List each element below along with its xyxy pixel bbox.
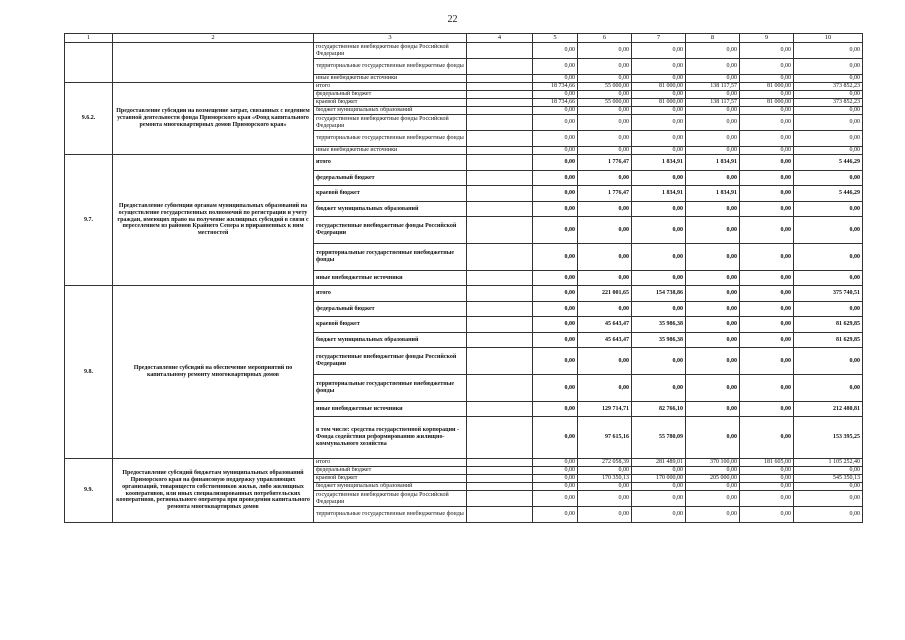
value-cell: 81 000,00 [740, 99, 794, 107]
table-body [65, 43, 863, 523]
table-row [65, 286, 863, 302]
value-cell: 0,00 [632, 147, 686, 155]
value-cell: 0,00 [794, 202, 863, 217]
source-cell: бюджет муниципальных образований [314, 202, 467, 217]
value-cell: 0,00 [632, 348, 686, 375]
value-cell: 0,00 [632, 244, 686, 271]
value-cell: 373 852,23 [794, 99, 863, 107]
value-cell: 281 489,01 [632, 459, 686, 467]
empty-cell [467, 202, 533, 217]
value-cell: 1 834,91 [632, 155, 686, 171]
header-row [65, 34, 863, 43]
value-cell: 0,00 [686, 202, 740, 217]
value-cell: 0,00 [686, 115, 740, 131]
value-cell: 0,00 [686, 333, 740, 348]
empty-cell [467, 75, 533, 83]
value-cell: 0,00 [533, 244, 578, 271]
value-cell: 0,00 [740, 244, 794, 271]
value-cell: 1 105 252,40 [794, 459, 863, 467]
value-cell: 1 776,47 [578, 155, 632, 171]
value-cell: 0,00 [740, 59, 794, 75]
value-cell: 0,00 [686, 317, 740, 333]
value-cell: 0,00 [794, 107, 863, 115]
value-cell: 0,00 [533, 483, 578, 491]
value-cell: 81 000,00 [632, 83, 686, 91]
value-cell: 35 986,38 [632, 333, 686, 348]
value-cell: 0,00 [686, 417, 740, 459]
value-cell: 55 000,00 [578, 99, 632, 107]
value-cell: 0,00 [578, 483, 632, 491]
col-header-10: 10 [794, 34, 863, 43]
value-cell: 0,00 [740, 348, 794, 375]
value-cell: 0,00 [632, 507, 686, 523]
value-cell: 0,00 [740, 91, 794, 99]
col-header-2: 2 [113, 34, 314, 43]
value-cell: 0,00 [794, 217, 863, 244]
value-cell: 0,00 [578, 75, 632, 83]
empty-cell [467, 115, 533, 131]
empty-cell [467, 147, 533, 155]
budget-table [64, 33, 863, 523]
value-cell: 0,00 [632, 43, 686, 59]
col-header-4: 4 [467, 34, 533, 43]
source-cell: федеральный бюджет [314, 302, 467, 317]
value-cell: 0,00 [533, 115, 578, 131]
value-cell: 0,00 [740, 75, 794, 83]
value-cell: 0,00 [533, 375, 578, 402]
value-cell: 545 350,13 [794, 475, 863, 483]
value-cell: 0,00 [794, 115, 863, 131]
source-cell: территориальные государственные внебюджетные фонды [314, 507, 467, 523]
item-name: Предоставление субсидий бюджетам муниципальных образований Приморского края на финансовую поддержку управляющих организаций, товариществ собственников жилья, либо жилищных кооперативов, или иных специализированных потребительских кооперативов, регионального оператора при проведении капитального ремонта многоквартирных домов [113, 459, 314, 523]
value-cell: 0,00 [740, 333, 794, 348]
value-cell: 0,00 [686, 43, 740, 59]
value-cell: 0,00 [740, 202, 794, 217]
source-cell: итого [314, 286, 467, 302]
value-cell: 0,00 [740, 467, 794, 475]
value-cell: 0,00 [533, 302, 578, 317]
value-cell: 82 766,10 [632, 402, 686, 417]
value-cell: 0,00 [740, 147, 794, 155]
value-cell: 0,00 [740, 483, 794, 491]
value-cell: 0,00 [794, 483, 863, 491]
source-cell: иные внебюджетные источники [314, 75, 467, 83]
value-cell: 0,00 [686, 507, 740, 523]
empty-cell [467, 83, 533, 91]
value-cell: 0,00 [632, 217, 686, 244]
empty-cell [467, 333, 533, 348]
source-cell: территориальные государственные внебюджетные фонды [314, 131, 467, 147]
value-cell: 0,00 [632, 91, 686, 99]
value-cell: 0,00 [794, 491, 863, 507]
empty-cell [467, 59, 533, 75]
col-header-1: 1 [65, 34, 113, 43]
empty-cell [467, 217, 533, 244]
value-cell: 0,00 [686, 75, 740, 83]
value-cell: 0,00 [578, 271, 632, 286]
source-cell: территориальные государственные внебюджетные фонды [314, 375, 467, 402]
empty-cell [467, 507, 533, 523]
value-cell: 0,00 [533, 155, 578, 171]
value-cell: 0,00 [794, 244, 863, 271]
value-cell: 0,00 [578, 171, 632, 186]
source-cell: территориальные государственные внебюджетные фонды [314, 59, 467, 75]
value-cell: 0,00 [794, 348, 863, 375]
value-cell: 0,00 [686, 91, 740, 99]
value-cell: 0,00 [794, 302, 863, 317]
value-cell: 0,00 [740, 155, 794, 171]
empty-cell [467, 286, 533, 302]
value-cell: 0,00 [740, 507, 794, 523]
value-cell: 0,00 [632, 202, 686, 217]
item-code: 9.8. [65, 286, 113, 459]
value-cell: 81 629,85 [794, 333, 863, 348]
table-row [65, 459, 863, 467]
empty-cell [467, 348, 533, 375]
value-cell: 5 446,29 [794, 155, 863, 171]
value-cell: 0,00 [794, 59, 863, 75]
value-cell: 5 446,29 [794, 186, 863, 202]
empty-cell [467, 99, 533, 107]
value-cell: 0,00 [740, 115, 794, 131]
value-cell: 0,00 [740, 491, 794, 507]
value-cell: 0,00 [686, 244, 740, 271]
value-cell: 0,00 [740, 417, 794, 459]
value-cell: 0,00 [632, 107, 686, 115]
value-cell: 0,00 [578, 202, 632, 217]
empty-cell [467, 171, 533, 186]
value-cell: 0,00 [533, 417, 578, 459]
value-cell: 0,00 [686, 348, 740, 375]
value-cell: 55 000,00 [578, 83, 632, 91]
value-cell: 0,00 [578, 43, 632, 59]
value-cell: 0,00 [533, 217, 578, 244]
value-cell: 0,00 [740, 402, 794, 417]
value-cell: 0,00 [533, 107, 578, 115]
value-cell: 0,00 [632, 115, 686, 131]
value-cell: 0,00 [632, 491, 686, 507]
value-cell: 0,00 [533, 467, 578, 475]
source-cell: итого [314, 155, 467, 171]
value-cell: 0,00 [578, 147, 632, 155]
col-header-8: 8 [686, 34, 740, 43]
value-cell: 45 643,47 [578, 317, 632, 333]
value-cell: 0,00 [578, 131, 632, 147]
value-cell: 0,00 [533, 475, 578, 483]
table-row [65, 155, 863, 171]
empty-cell [467, 459, 533, 467]
value-cell: 0,00 [794, 91, 863, 99]
value-cell: 0,00 [578, 59, 632, 75]
value-cell: 0,00 [740, 186, 794, 202]
value-cell: 0,00 [794, 43, 863, 59]
empty-cell [467, 402, 533, 417]
value-cell: 272 058,39 [578, 459, 632, 467]
value-cell: 0,00 [533, 131, 578, 147]
value-cell: 18 734,66 [533, 99, 578, 107]
source-cell: бюджет муниципальных образований [314, 483, 467, 491]
item-name: Предоставление субсидии на возмещение затрат, связанных с ведением уставной деятельности фонда Приморского края «Фонд капитального ремонта многоквартирных домов Приморского края» [113, 83, 314, 155]
value-cell: 0,00 [533, 171, 578, 186]
value-cell: 18 734,66 [533, 83, 578, 91]
value-cell: 138 117,57 [686, 99, 740, 107]
value-cell: 0,00 [686, 483, 740, 491]
value-cell: 0,00 [533, 75, 578, 83]
value-cell: 1 834,91 [686, 155, 740, 171]
empty-cell [467, 483, 533, 491]
value-cell: 0,00 [533, 186, 578, 202]
page-number: 22 [447, 14, 458, 25]
item-name: Предоставление субвенции органам муниципальных образований на осуществление государственных полномочий по регистрации и учету граждан, имеющих право на получение жилищных субсидий в связи с переселением из районов Крайнего Севера и приравненных к ним местностей [113, 155, 314, 286]
value-cell: 55 780,09 [632, 417, 686, 459]
value-cell: 0,00 [578, 107, 632, 115]
value-cell: 0,00 [533, 91, 578, 99]
value-cell: 0,00 [794, 375, 863, 402]
empty-cell [467, 475, 533, 483]
value-cell: 0,00 [632, 467, 686, 475]
item-code-cell [65, 43, 113, 83]
source-cell: территориальные государственные внебюджетные фонды [314, 244, 467, 271]
value-cell: 373 852,23 [794, 83, 863, 91]
value-cell: 0,00 [533, 202, 578, 217]
source-cell: краевой бюджет [314, 317, 467, 333]
empty-cell [467, 491, 533, 507]
value-cell: 138 117,57 [686, 83, 740, 91]
value-cell: 0,00 [794, 75, 863, 83]
value-cell: 0,00 [686, 491, 740, 507]
table-row [65, 43, 863, 59]
value-cell: 0,00 [533, 459, 578, 467]
value-cell: 0,00 [686, 302, 740, 317]
value-cell: 0,00 [533, 271, 578, 286]
value-cell: 0,00 [740, 131, 794, 147]
value-cell: 0,00 [740, 217, 794, 244]
empty-cell [467, 155, 533, 171]
source-cell: государственные внебюджетные фонды Российской Федерации [314, 43, 467, 59]
value-cell: 0,00 [686, 217, 740, 244]
value-cell: 45 643,47 [578, 333, 632, 348]
value-cell: 370 100,00 [686, 459, 740, 467]
value-cell: 0,00 [686, 402, 740, 417]
source-cell: федеральный бюджет [314, 171, 467, 186]
source-cell: иные внебюджетные источники [314, 271, 467, 286]
value-cell: 0,00 [794, 131, 863, 147]
value-cell: 0,00 [740, 171, 794, 186]
value-cell: 0,00 [686, 286, 740, 302]
col-header-5: 5 [533, 34, 578, 43]
value-cell: 153 395,25 [794, 417, 863, 459]
value-cell: 0,00 [578, 507, 632, 523]
item-code: 9.9. [65, 459, 113, 523]
value-cell: 0,00 [740, 107, 794, 115]
value-cell: 0,00 [632, 171, 686, 186]
value-cell: 0,00 [794, 147, 863, 155]
value-cell: 35 986,38 [632, 317, 686, 333]
item-name: Предоставление субсидий на обеспечение мероприятий по капитальному ремонту многоквартирных домов [113, 286, 314, 459]
value-cell: 0,00 [686, 131, 740, 147]
value-cell: 154 738,86 [632, 286, 686, 302]
empty-cell [467, 131, 533, 147]
value-cell: 97 615,16 [578, 417, 632, 459]
value-cell: 0,00 [533, 348, 578, 375]
value-cell: 0,00 [578, 91, 632, 99]
value-cell: 0,00 [578, 467, 632, 475]
value-cell: 0,00 [632, 271, 686, 286]
empty-cell [467, 302, 533, 317]
value-cell: 0,00 [686, 467, 740, 475]
value-cell: 0,00 [533, 317, 578, 333]
source-cell: итого [314, 459, 467, 467]
source-cell: в том числе: средства государственной корпорации - Фонда содействия реформированию жилищно-коммунального хозяйства [314, 417, 467, 459]
value-cell: 0,00 [578, 115, 632, 131]
value-cell: 181 605,00 [740, 459, 794, 467]
value-cell: 0,00 [686, 171, 740, 186]
col-header-7: 7 [632, 34, 686, 43]
value-cell: 375 740,51 [794, 286, 863, 302]
value-cell: 0,00 [740, 375, 794, 402]
value-cell: 0,00 [794, 467, 863, 475]
value-cell: 0,00 [794, 271, 863, 286]
source-cell: государственные внебюджетные фонды Российской Федерации [314, 217, 467, 244]
empty-cell [467, 467, 533, 475]
value-cell: 212 480,81 [794, 402, 863, 417]
value-cell: 0,00 [740, 286, 794, 302]
value-cell: 0,00 [686, 107, 740, 115]
source-cell: федеральный бюджет [314, 467, 467, 475]
value-cell: 1 776,47 [578, 186, 632, 202]
source-cell: государственные внебюджетные фонды Российской Федерации [314, 491, 467, 507]
table-row [65, 83, 863, 91]
item-code: 9.6.2. [65, 83, 113, 155]
value-cell: 0,00 [533, 43, 578, 59]
empty-cell [467, 43, 533, 59]
value-cell: 0,00 [686, 271, 740, 286]
value-cell: 0,00 [533, 286, 578, 302]
value-cell: 0,00 [533, 333, 578, 348]
value-cell: 0,00 [632, 375, 686, 402]
value-cell: 0,00 [740, 317, 794, 333]
source-cell: бюджет муниципальных образований [314, 107, 467, 115]
source-cell: иные внебюджетные источники [314, 147, 467, 155]
value-cell: 0,00 [632, 483, 686, 491]
empty-cell [467, 91, 533, 99]
value-cell: 205 000,00 [686, 475, 740, 483]
col-header-3: 3 [314, 34, 467, 43]
value-cell: 0,00 [632, 59, 686, 75]
empty-cell [467, 317, 533, 333]
item-code: 9.7. [65, 155, 113, 286]
value-cell: 0,00 [632, 131, 686, 147]
value-cell: 0,00 [686, 375, 740, 402]
empty-cell [467, 375, 533, 402]
value-cell: 221 001,65 [578, 286, 632, 302]
col-header-9: 9 [740, 34, 794, 43]
value-cell: 0,00 [533, 59, 578, 75]
empty-cell [467, 271, 533, 286]
source-cell: итого [314, 83, 467, 91]
source-cell: иные внебюджетные источники [314, 402, 467, 417]
source-cell: государственные внебюджетные фонды Российской Федерации [314, 348, 467, 375]
source-cell: краевой бюджет [314, 186, 467, 202]
value-cell: 0,00 [740, 302, 794, 317]
value-cell: 81 000,00 [740, 83, 794, 91]
value-cell: 0,00 [740, 43, 794, 59]
value-cell: 170 000,00 [632, 475, 686, 483]
value-cell: 0,00 [578, 348, 632, 375]
source-cell: краевой бюджет [314, 99, 467, 107]
source-cell: бюджет муниципальных образований [314, 333, 467, 348]
value-cell: 0,00 [578, 375, 632, 402]
value-cell: 81 629,85 [794, 317, 863, 333]
source-cell: краевой бюджет [314, 475, 467, 483]
value-cell: 0,00 [533, 507, 578, 523]
empty-cell [467, 417, 533, 459]
value-cell: 0,00 [578, 491, 632, 507]
value-cell: 0,00 [794, 171, 863, 186]
value-cell: 0,00 [632, 75, 686, 83]
value-cell: 0,00 [740, 271, 794, 286]
value-cell: 0,00 [686, 147, 740, 155]
value-cell: 170 350,13 [578, 475, 632, 483]
value-cell: 0,00 [533, 402, 578, 417]
item-name-cell [113, 43, 314, 83]
value-cell: 0,00 [632, 302, 686, 317]
value-cell: 0,00 [533, 491, 578, 507]
source-cell: государственные внебюджетные фонды Российской Федерации [314, 115, 467, 131]
empty-cell [467, 107, 533, 115]
value-cell: 0,00 [794, 507, 863, 523]
value-cell: 0,00 [740, 475, 794, 483]
value-cell: 1 834,91 [686, 186, 740, 202]
value-cell: 0,00 [578, 302, 632, 317]
empty-cell [467, 244, 533, 271]
value-cell: 81 000,00 [632, 99, 686, 107]
value-cell: 0,00 [578, 244, 632, 271]
empty-cell [467, 186, 533, 202]
col-header-6: 6 [578, 34, 632, 43]
value-cell: 129 714,71 [578, 402, 632, 417]
value-cell: 0,00 [533, 147, 578, 155]
value-cell: 0,00 [686, 59, 740, 75]
value-cell: 1 834,91 [632, 186, 686, 202]
source-cell: федеральный бюджет [314, 91, 467, 99]
value-cell: 0,00 [578, 217, 632, 244]
